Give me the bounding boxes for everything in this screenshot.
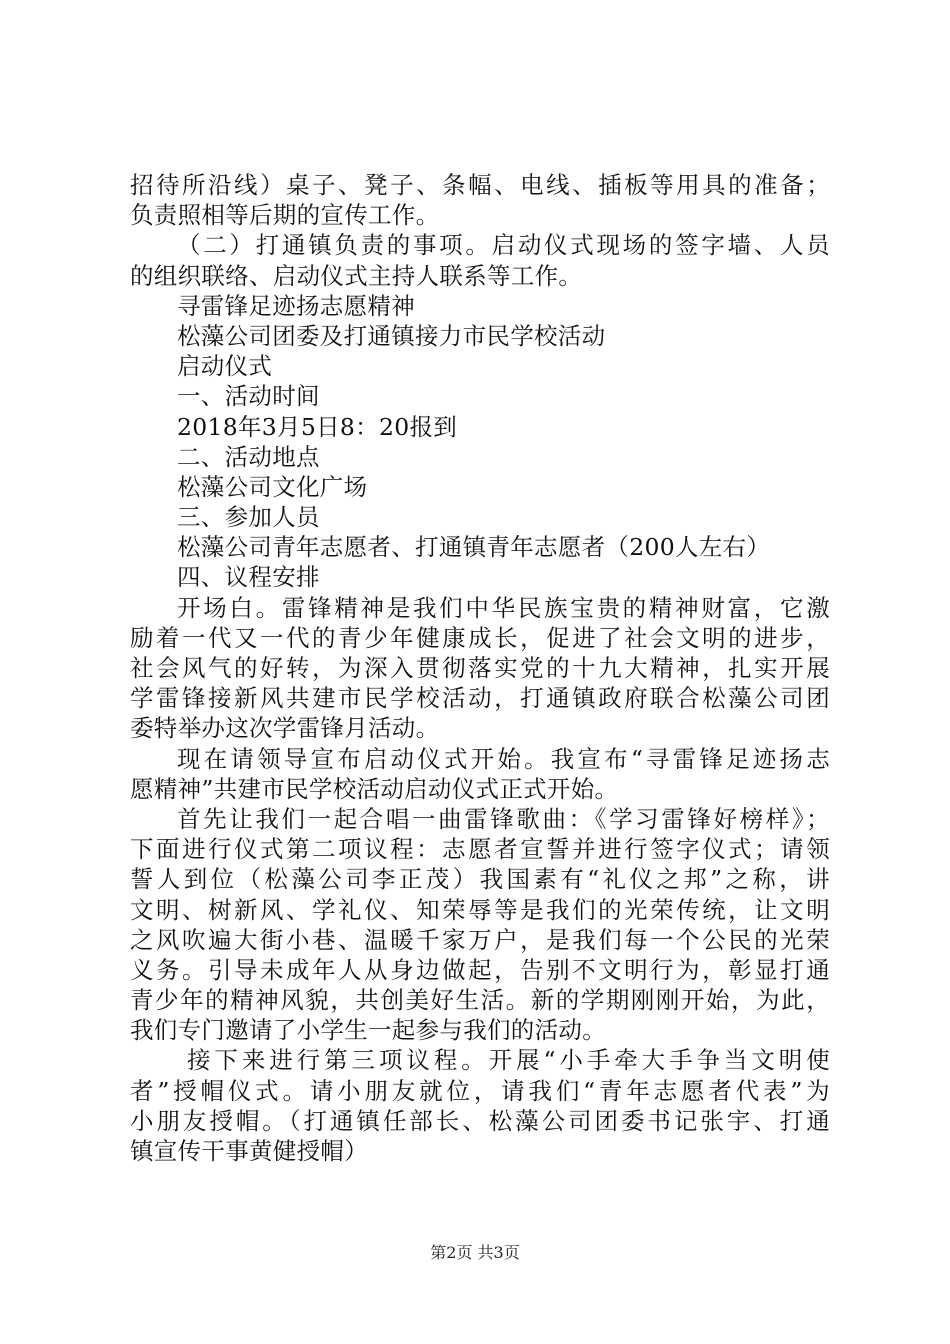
text-line: 启动仪式 [177, 352, 273, 381]
text-line: 开场白。雷锋精神是我们中华民族宝贵的精神财富，它激 [177, 593, 830, 622]
document-body [130, 170, 830, 1166]
text-line: 下面进行仪式第二项议程：志愿者宣誓并进行签字仪式；请领 [130, 835, 830, 864]
text-line: 负责照相等后期的宣传工作。 [130, 201, 440, 230]
text-line: 义务。引导未成年人从身边做起，告别不文明行为，彰显打通 [130, 955, 830, 984]
text-line: 的组织联络、启动仪式主持人联系等工作。 [130, 261, 583, 290]
text-line: 小朋友授帽。（打通镇任部长、松藻公司团委书记张宇、打通 [130, 1106, 830, 1135]
text-line: 励着一代又一代的青少年健康成长，促进了社会文明的进步， [130, 623, 830, 652]
text-line: 接下来进行第三项议程。开展“小手牵大手争当文明使 [187, 1046, 830, 1075]
text-line: 之风吹遍大街小巷、温暖千家万户，是我们每一个公民的光荣 [130, 925, 830, 954]
text-line: 招待所沿线）桌子、凳子、条幅、电线、插板等用具的准备； [130, 171, 830, 199]
text-line: 松藻公司青年志愿者、打通镇青年志愿者（200人左右） [177, 533, 771, 562]
text-line: 松藻公司文化广场 [177, 472, 368, 501]
text-line: 现在请领导宣布启动仪式开始。我宣布“寻雷锋足迹扬志 [177, 744, 830, 773]
text-line: 者”授帽仪式。请小朋友就位，请我们“青年志愿者代表”为 [130, 1076, 830, 1105]
text-line: （二）打通镇负责的事项。启动仪式现场的签字墙、人员 [177, 231, 830, 260]
text-line: 寻雷锋足迹扬志愿精神 [177, 291, 415, 320]
text-line: 誓人到位（松藻公司李正茂）我国素有“礼仪之邦”之称，讲 [130, 865, 830, 894]
text-line: 镇宣传干事黄健授帽） [130, 1137, 368, 1165]
text-line: 社会风气的好转，为深入贯彻落实党的十九大精神，扎实开展 [130, 654, 830, 682]
text-line: 三、参加人员 [177, 503, 320, 532]
page-footer: 第2页 共3页 [430, 1243, 520, 1262]
text-line: 委特举办这次学雷锋月活动。 [130, 714, 440, 743]
text-line: 愿精神”共建市民学校活动启动仪式正式开始。 [130, 774, 619, 803]
text-line: 青少年的精神风貌，共创美好生活。新的学期刚刚开始，为此， [130, 986, 830, 1015]
text-line: 一、活动时间 [177, 382, 320, 411]
text-line: 四、议程安排 [177, 563, 320, 592]
text-line: 首先让我们一起合唱一曲雷锋歌曲：《学习雷锋好榜样》； [177, 804, 830, 833]
text-line: 文明、树新风、学礼仪、知荣辱等是我们的光荣传统，让文明 [130, 895, 830, 924]
text-line: 二、活动地点 [177, 442, 320, 471]
text-line: 学雷锋接新风共建市民学校活动，打通镇政府联合松藻公司团 [130, 684, 830, 713]
text-line: 我们专门邀请了小学生一起参与我们的活动。 [130, 1016, 606, 1045]
text-line: 松藻公司团委及打通镇接力市民学校活动 [177, 321, 606, 350]
text-line: 2018年3月5日8：20报到 [177, 412, 458, 441]
